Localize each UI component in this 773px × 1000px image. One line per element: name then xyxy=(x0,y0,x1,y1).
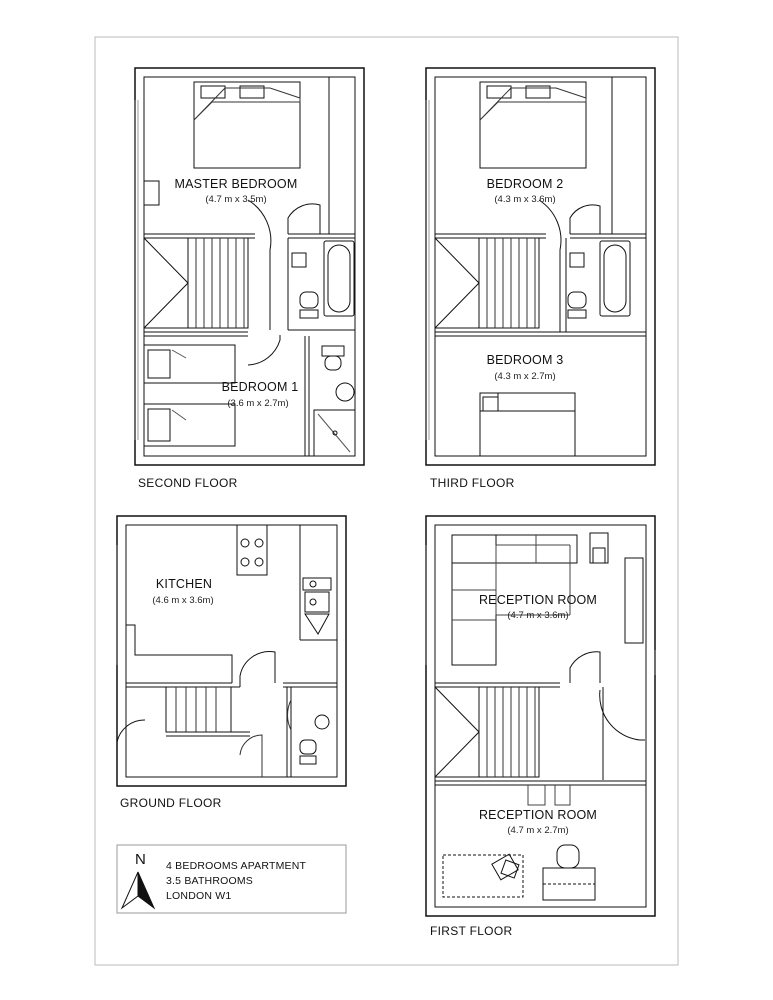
floor-label-second: SECOND FLOOR xyxy=(138,476,238,490)
room-name-bedroom-2: BEDROOM 2 xyxy=(486,177,564,191)
room-name-kitchen: KITCHEN xyxy=(155,577,213,591)
floor-label-third: THIRD FLOOR xyxy=(430,476,515,490)
room-dim-kitchen: (4.6 m x 3.6m) xyxy=(152,595,214,606)
first-floor-plan xyxy=(426,516,655,916)
third-floor-plan xyxy=(426,68,655,465)
floor-label-first: FIRST FLOOR xyxy=(430,924,513,938)
room-name-reception-room-lower: RECEPTION ROOM xyxy=(478,808,598,822)
legend-line-apartment: 4 BEDROOMS APARTMENT xyxy=(166,860,307,872)
room-dim-bedroom-1: (3.6 m x 2.7m) xyxy=(227,398,289,409)
legend-box xyxy=(117,845,346,913)
room-name-bedroom-3: BEDROOM 3 xyxy=(486,353,564,367)
room-name-bedroom-1: BEDROOM 1 xyxy=(221,380,299,394)
room-dim-bedroom-2: (4.3 m x 3.6m) xyxy=(494,194,556,205)
room-dim-reception-room-lower: (4.7 m x 2.7m) xyxy=(507,825,569,836)
room-dim-reception-room-upper: (4.7 m x 3.6m) xyxy=(507,610,569,621)
north-label: N xyxy=(135,851,146,868)
room-dim-bedroom-3: (4.3 m x 2.7m) xyxy=(494,371,556,382)
north-arrow-icon xyxy=(122,872,154,908)
legend-line-location: LONDON W1 xyxy=(166,890,232,902)
room-name-reception-room-upper: RECEPTION ROOM xyxy=(478,593,598,607)
ground-floor-plan xyxy=(117,516,346,786)
floor-label-ground: GROUND FLOOR xyxy=(120,796,222,810)
legend-line-bathrooms: 3.5 BATHROOMS xyxy=(166,875,254,887)
room-name-master-bedroom: MASTER BEDROOM xyxy=(174,177,298,191)
room-dim-master-bedroom: (4.7 m x 3.5m) xyxy=(205,194,267,205)
